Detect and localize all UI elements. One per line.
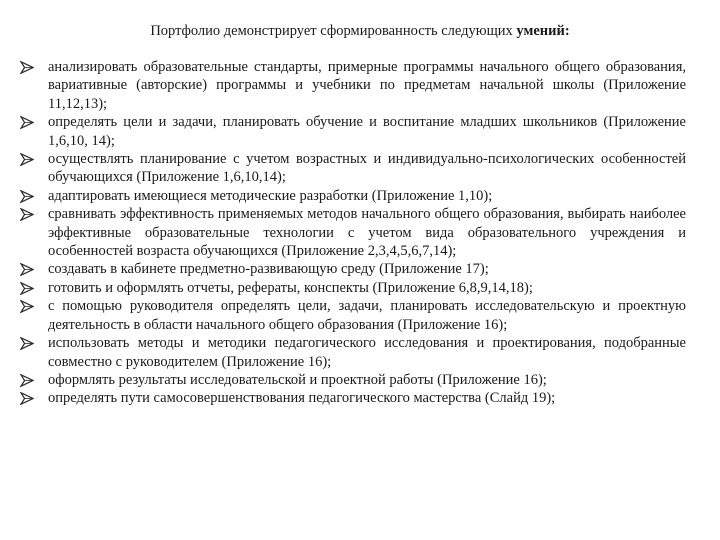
list-item (20, 150, 686, 187)
list-item (20, 297, 686, 334)
list-item (20, 205, 686, 260)
slide-title (0, 22, 720, 40)
list-item (20, 371, 686, 389)
title-bold-text: умений: (516, 23, 570, 39)
list-item (20, 187, 686, 205)
list-item-text: сравнивать эффективность применяемых методов начального общего образования, выбирать наиболее эффективные образовательные технологии с учетом вида образовательного учреждения и особенностей возраста обучающихся (Приложение 2,3,4,5,6,7,14); (48, 206, 686, 260)
list-item (20, 58, 686, 113)
list-item-text: осуществлять планирование с учетом возрастных и индивидуально-психологических особенностей обучающихся (Приложение 1,6,10,14); (48, 151, 686, 186)
list-item (20, 260, 686, 278)
arrowhead-bullet-icon (20, 208, 34, 221)
arrowhead-bullet-icon (20, 282, 34, 295)
arrowhead-bullet-icon (20, 374, 34, 387)
arrowhead-bullet-icon (20, 263, 34, 276)
list-item (20, 279, 686, 297)
arrowhead-bullet-icon (20, 190, 34, 203)
arrowhead-bullet-icon (20, 61, 34, 74)
list-item (20, 334, 686, 371)
list-item-text: оформлять результаты исследовательской и проектной работы (Приложение 16); (48, 371, 547, 388)
skills-list (20, 58, 686, 408)
list-item-text: адаптировать имеющиеся методические разработки (Приложение 1,10); (48, 187, 493, 204)
arrowhead-bullet-icon (20, 337, 34, 350)
list-item (20, 389, 686, 407)
list-item-text: использовать методы и методики педагогического исследования и проектирования, подобранные совместно с руководителем (Приложение 16); (48, 335, 686, 370)
list-item-text: анализировать образовательные стандарты, примерные программы начального общего образования, вариативные (авторские) программы и учебники по предметам начальной школы (Приложение 11,12,13); (48, 59, 686, 112)
list-item-text: готовить и оформлять отчеты, рефераты, конспекты (Приложение 6,8,9,14,18); (48, 279, 533, 296)
arrowhead-bullet-icon (20, 392, 34, 405)
list-item (20, 113, 686, 150)
arrowhead-bullet-icon (20, 116, 34, 129)
list-item-text: определять пути самосовершенствования педагогического мастерства (Слайд 19); (48, 390, 556, 407)
arrowhead-bullet-icon (20, 153, 34, 166)
list-item-text: определять цели и задачи, планировать обучение и воспитание младших школьников (Приложение 1,6,10, 14); (48, 114, 686, 149)
title-text: Портфолио демонстрирует сформированность следующих (150, 23, 517, 39)
list-item-text: с помощью руководителя определять цели, задачи, планировать исследовательскую и проектную деятельность в области начального общего образования (Приложение 16); (48, 298, 686, 333)
arrowhead-bullet-icon (20, 300, 34, 313)
list-item-text: создавать в кабинете предметно-развивающую среду (Приложение 17); (48, 261, 489, 278)
